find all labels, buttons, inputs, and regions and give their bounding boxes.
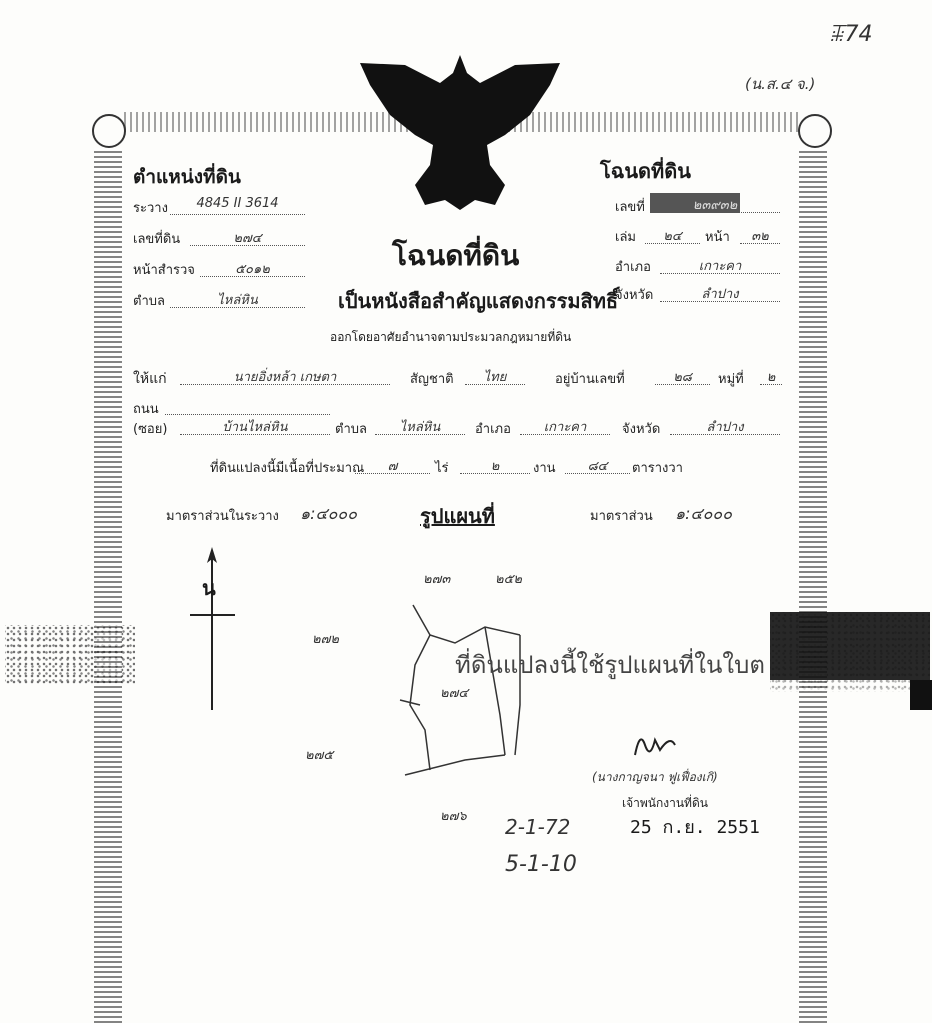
redaction-right-lower (910, 680, 932, 710)
area-ngan: ๒ (460, 455, 530, 474)
scale-left-label: มาตราส่วนในระวาง (166, 509, 279, 524)
nationality-value: ไทย (465, 366, 525, 385)
parcel-275: ๒๗๕ (305, 748, 334, 763)
to-label: ให้แก่ (133, 371, 167, 387)
parcel-252: ๒๕๒ (495, 572, 522, 587)
road-label: ถนน (133, 402, 159, 417)
province-value: ลำปาง (670, 416, 780, 435)
area-text: ที่ดินแปลงนี้มีเนื้อที่ประมาณ (210, 461, 365, 476)
right-row-value-0: ๒๓๙๓๒ (650, 194, 780, 213)
form-code: (น.ส.๔ จ.) (745, 75, 816, 93)
right-row-value2-1: ๓๒ (740, 225, 780, 244)
north-label: น (202, 576, 216, 600)
road-value (165, 396, 330, 415)
garuda-emblem (355, 55, 565, 215)
right-heading: โฉนดที่ดิน (600, 159, 691, 183)
left-row-value-1: ๒๗๔ (190, 227, 305, 246)
left-row-value-3: ไหล่หิน (170, 289, 305, 308)
parcel-276: ๒๗๖ (440, 809, 467, 824)
soi-value: บ้านไหล่หิน (180, 416, 330, 435)
area-rai-label: ไร่ (435, 461, 449, 476)
left-row-label-2: หน้าสำรวจ (133, 263, 195, 278)
right-row-value-1: ๒๔ (645, 225, 700, 244)
map-title: รูปแผนที่ (420, 504, 495, 528)
scale-right-label: มาตราส่วน (590, 509, 653, 524)
owner-name: นายอิ่งหล้า เกษตา (180, 366, 390, 385)
province-label: จังหวัด (622, 422, 661, 437)
left-heading: ตำแหน่งที่ดิน (133, 166, 241, 188)
scale-left-value: ๑:๔๐๐๐ (300, 504, 357, 523)
right-row-label-1: เล่ม (615, 230, 636, 245)
signer-title: เจ้าพนักงานที่ดิน (622, 796, 708, 810)
note-2: 5-1-10 (505, 852, 577, 877)
house-value: ๒๘ (655, 366, 710, 385)
left-row-label-1: เลขที่ดิน (133, 232, 181, 247)
area-ngan-label: งาน (533, 461, 556, 476)
right-row-label-3: จังหวัด (615, 288, 654, 303)
signature (630, 725, 690, 765)
top-right-ornament (798, 114, 832, 148)
date-stamp: 25 ก.ย. 2551 (630, 817, 760, 838)
tambon-label: ตำบล (335, 422, 367, 437)
parcel-273: ๒๗๓ (423, 572, 451, 587)
doc-authority: ออกโดยอาศัยอำนาจตามประมวลกฎหมายที่ดิน (330, 330, 572, 344)
north-arrow (185, 545, 245, 715)
area-wa-label: ตารางวา (632, 461, 683, 476)
note-1: 2-1-72 (505, 815, 571, 839)
left-border (94, 148, 122, 1023)
moo-label: หมู่ที่ (718, 372, 744, 387)
right-border (799, 148, 827, 1023)
amphoe-value: เกาะคา (520, 416, 610, 435)
amphoe-label: อำเภอ (475, 422, 511, 437)
right-row-label-0: เลขที่ (615, 200, 645, 215)
signer-name: (นางกาญจนา ฟูเฟื่องเกิ) (592, 770, 718, 784)
doc-title: โฉนดที่ดิน (392, 239, 520, 272)
nationality-label: สัญชาติ (410, 372, 454, 387)
left-row-label-0: ระวาง (133, 201, 168, 216)
redaction-right (770, 612, 930, 680)
tambon-value: ไหล่หิน (375, 416, 465, 435)
map-stamp-text: ที่ดินแปลงนี้ใช้รูปแผนที่ในใบต (455, 651, 765, 679)
scale-right-value: ๑:๔๐๐๐ (675, 504, 732, 523)
right-row-value-2: เกาะคา (660, 255, 780, 274)
doc-subtitle: เป็นหนังสือสำคัญแสดงกรรมสิทธิ์ (338, 289, 619, 313)
parcel-map (395, 595, 555, 785)
area-rai: ๗ (355, 455, 430, 474)
top-number: ꔯ74 (828, 22, 873, 47)
left-row-value-2: ๕๐๑๒ (200, 258, 305, 277)
left-row-value-0: 4845 II 3614 (170, 196, 305, 215)
house-label: อยู่บ้านเลขที่ (555, 372, 625, 387)
right-row-label-2: อำเภอ (615, 260, 651, 275)
soi-label: (ซอย) (133, 422, 168, 437)
left-row-label-3: ตำบล (133, 294, 165, 309)
top-left-ornament (92, 114, 126, 148)
right-row-value-3: ลำปาง (660, 283, 780, 302)
moo-value: ๒ (760, 366, 782, 385)
parcel-272: ๒๗๒ (312, 632, 339, 647)
parcel-274: ๒๗๔ (440, 686, 469, 701)
right-row-label2-1: หน้า (705, 230, 730, 245)
area-wa: ๘๔ (565, 455, 630, 474)
